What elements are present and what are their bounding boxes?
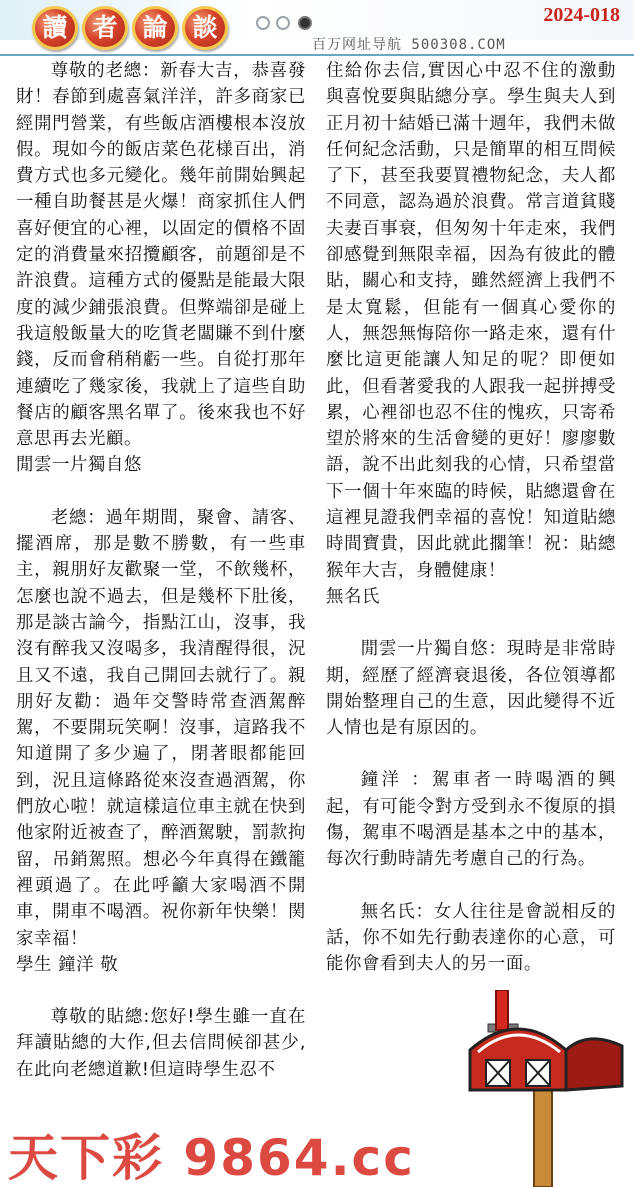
pager-dot-1 xyxy=(256,16,270,30)
letter-paragraph: 鐘洋 ：駕車者一時喝酒的興起，有可能令對方受到永不復原的損傷，駕車不喝酒是基本之中的基本，每次行動時請先考慮自己的行為。 xyxy=(326,770,616,870)
title-badge-1: 讀 xyxy=(32,6,78,50)
paragraph-gap xyxy=(326,873,616,899)
left-column xyxy=(16,58,306,1083)
title-badge-2: 者 xyxy=(82,6,128,50)
title-badge-3: 論 xyxy=(132,6,178,50)
letter-paragraph: 老總：過年期間，聚會、請客、擺酒席，那是數不勝數，有一些車主，親朋好友歡聚一堂，不飲幾杯，怎麼也說不過去，但是幾杯下肚後，那是談古論今，指點江山，沒事，我沒有醉我又沒喝多，我清醒得很，況且又不遠，我自己開回去就行了。親朋好友勸：過年交警時常查酒駕醉駕，不要開玩笑啊！沒事，這路我不知道開了多少遍了，閉著眼都能回到，況且這條路從來沒查過酒駕，你們放心啦！就這樣這位車主就在快到他家附近被查了，醉酒駕駛，罰款拘留，吊銷駕照。想必今年真得在鐵籠裡頭過了。在此呼籲大家喝酒不開車，開車不喝酒。祝你新年快樂！関家幸福！ xyxy=(16,507,306,949)
letter-paragraph: 尊敬的老總：新春大吉，恭喜發財！春節到處喜氣洋洋，許多商家已經開門營業，有些飯店酒樓根本沒放假。現如今的飯店菜色花様百出，消費方式也多元變化。幾年前開始興起一種自助餐甚是火爆！商家抓住人們喜好便宜的心裡，以固定的價格不固定的消費量來招攬顧客，前題卻是不許浪費。這種方式的優點是能最大限度的減少鋪張浪費。但弊端卻是碰上我這般飯量大的吃貨老闆賺不到什麼錢，反而會稍稍虧一些。自從打那年連續吃了幾家後，我就上了這些自助餐店的顧客黑名單了。後來我也不好意思再去光顧。 xyxy=(16,61,306,450)
pager-dot-2 xyxy=(276,16,290,30)
title-badge-4: 談 xyxy=(182,6,228,50)
paragraph-gap xyxy=(326,610,616,636)
signature: 無名氏 xyxy=(326,586,380,607)
letter-paragraph: 尊敬的貼總:您好!學生雖一直在拜讀貼總的大作,但去信問候卻甚少,在此向老總道歉!但這時學生忍不 xyxy=(16,1007,306,1080)
issue-number: 2024-018 xyxy=(543,4,620,26)
header-divider xyxy=(0,54,634,56)
letter-paragraph: 閒雲一片獨自悠：現時是非常時期，經歷了經濟衰退後，各位領導都開始整理自己的生意，因此變得不近人情也是有原因的。 xyxy=(326,639,616,739)
signature: 學生 鐘洋 敬 xyxy=(16,954,119,975)
paragraph-gap xyxy=(16,479,306,505)
signature: 閒雲一片獨自悠 xyxy=(16,455,142,476)
letter-paragraph: 無名氏：女人往往是會説相反的話，你不如先行動表達你的心意，可能你會看到夫人的另一面。 xyxy=(326,901,616,975)
header xyxy=(0,0,634,56)
paragraph-gap xyxy=(16,978,306,1004)
pager-dot-3 xyxy=(298,16,312,30)
site-name: 百万网址导航 500308.COM xyxy=(312,37,506,53)
letter-paragraph: 住給你去信,實因心中忍不住的激動與喜悅要與貼總分享。學生與夫人到正月初十結婚已滿十週年，我們未做任何紀念活動，只是簡單的相互問候了下，甚至我要買禮物紀念，夫人都不同意，認為過於浪費。常言道貧賤夫妻百事衰，但匆匆十年走來，我們卻感覺到無限幸福，因為有彼此的體貼，關心和支持，雖然經濟上我們不是太寬鬆，但能有一個真心愛你的人，無怨無悔陪你一路走來，還有什麼比這更能讓人知足的呢？即便如此，但看著愛我的人跟我一起拼搏受累，心裡卻也忍不住的愧疚，只寄希望於將來的生活會變的更好！廖廖數語，說不出此刻我的心情，只希望當下一個十年來臨的時候，貼總還會在這裡見證我們幸福的喜悅！知道貼總時間寶貴，因此就此擱筆！祝：貼總猴年大吉，身體健康！ xyxy=(326,61,616,581)
paragraph-gap xyxy=(326,741,616,767)
watermark: 天下彩 9864.cc xyxy=(8,1129,415,1187)
right-column xyxy=(326,58,616,978)
mailbox-illustration xyxy=(468,990,626,1187)
